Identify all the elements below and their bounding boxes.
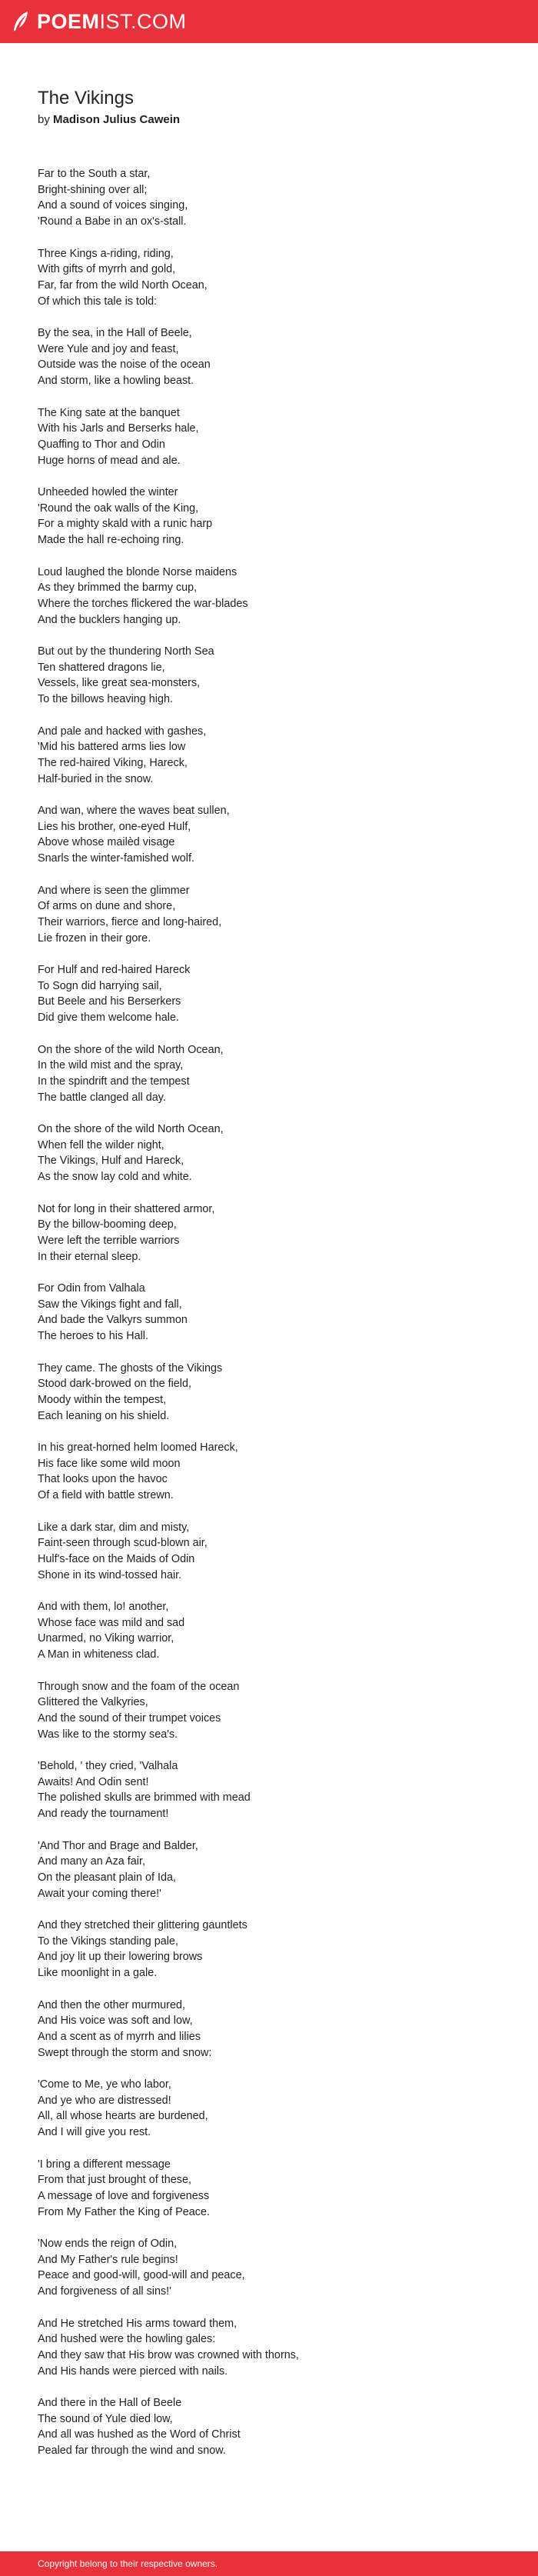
top-header-bar: [0, 0, 538, 43]
poem-line: And His hands were pierced with nails.: [38, 2364, 228, 2378]
poem-title: The Vikings: [38, 88, 134, 108]
poem-body: [38, 166, 506, 2475]
poem-line: To Sogn did harrying sail,: [38, 979, 162, 992]
poem-line: And hushed were the howling gales:: [38, 2333, 216, 2346]
poem-line: And all was hushed as the Word of Christ: [38, 2428, 241, 2441]
poem-line: Snarls the winter-famished wolf.: [38, 852, 194, 865]
poem-line: All, all whose hearts are burdened,: [38, 2110, 208, 2123]
poem-line: With gifts of myrrh and gold,: [38, 263, 176, 276]
poem-line: Were left the terrible warriors: [38, 1234, 180, 1247]
poem-line: And wan, where the waves beat sullen,: [38, 805, 230, 817]
poem-line: But Beele and his Berserkers: [38, 995, 181, 1008]
poem-line: For a mighty skald with a runic harp: [38, 518, 213, 531]
poem-line: Huge horns of mead and ale.: [38, 454, 181, 467]
stanza: [38, 1679, 506, 1743]
logo-text-bold: POEM: [37, 9, 100, 33]
poem-line: Bright-shining over all;: [38, 183, 148, 196]
poem-line: Moody within the tempest,: [38, 1393, 167, 1406]
poem-line: The Vikings, Hulf and Hareck,: [38, 1155, 184, 1168]
poem-line: Three Kings a-riding, riding,: [38, 247, 174, 260]
poem-line: Await your coming there!': [38, 1887, 161, 1900]
stanza: [38, 1599, 506, 1663]
stanza: [38, 803, 506, 867]
stanza: [38, 246, 506, 310]
poem-line: On the pleasant plain of Ida,: [38, 1871, 177, 1884]
poem-line: Hulf's-face on the Maids of Odin: [38, 1552, 195, 1565]
poem-line: As they brimmed the barmy cup,: [38, 582, 198, 595]
stanza: [38, 724, 506, 788]
poem-line: And pale and hacked with gashes,: [38, 725, 207, 738]
stanza: [38, 1520, 506, 1584]
poem-line: And storm, like a howling beast.: [38, 375, 194, 388]
site-logo[interactable]: [11, 10, 187, 34]
poem-line: And a sound of voices singing,: [38, 199, 188, 212]
poem-line: A message of love and forgiveness: [38, 2189, 210, 2202]
footer-bar: [0, 2551, 538, 2576]
stanza: [38, 2236, 506, 2300]
poem-line: And His voice was soft and low,: [38, 2014, 193, 2028]
poem-line: For Hulf and red-haired Hareck: [38, 964, 191, 976]
poem-line: In their eternal sleep.: [38, 1250, 141, 1263]
poem-line: A Man in whiteness clad.: [38, 1648, 160, 1661]
poem-line: Outside was the noise of the ocean: [38, 358, 211, 372]
poem-line: The heroes to his Hall.: [38, 1330, 148, 1343]
poem-line: Was like to the stormy sea's.: [38, 1728, 178, 1741]
poem-line: Their warriors, fierce and long-haired,: [38, 915, 222, 928]
stanza: [38, 1918, 506, 1981]
stanza: [38, 1201, 506, 1265]
poem-line: From that just brought of these,: [38, 2174, 191, 2187]
poem-line: Faint-seen through scud-blown air,: [38, 1537, 208, 1550]
poem-line: Saw the Vikings fight and fall,: [38, 1298, 182, 1311]
poem-line: Like a dark star, dim and misty,: [38, 1521, 190, 1534]
poem-line: Peace and good-will, good-will and peace,: [38, 2269, 245, 2282]
poem-line: Vessels, like great sea-monsters,: [38, 677, 201, 690]
logo-text: [37, 10, 187, 34]
poem-line: Unarmed, no Viking warrior,: [38, 1632, 174, 1645]
byline-prefix: by: [38, 113, 50, 126]
poem-line: And My Father's rule begins!: [38, 2253, 178, 2266]
poem-line: Stood dark-browed on the field,: [38, 1378, 191, 1391]
poem-line: Far, far from the wild North Ocean,: [38, 278, 208, 292]
poem-line: And with them, lo! another,: [38, 1601, 169, 1613]
poem-line: 'Come to Me, ye who labor,: [38, 2078, 171, 2091]
poem-line: Half-buried in the snow.: [38, 772, 154, 785]
poem-line: In the spindrift and the tempest: [38, 1075, 190, 1088]
poem-line: Where the torches flickered the war-blades: [38, 597, 248, 610]
poem-line: 'Round a Babe in an ox's-stall.: [38, 215, 187, 228]
poem-line: And ye who are distressed!: [38, 2094, 171, 2107]
poem-line: Unheeded howled the winter: [38, 486, 178, 498]
poem-line: Were Yule and joy and feast,: [38, 342, 179, 355]
poem-line: Each leaning on his shield.: [38, 1409, 170, 1422]
poem-line: And the bucklers hanging up.: [38, 613, 181, 626]
poem-line: Did give them welcome hale.: [38, 1011, 179, 1025]
poem-line: Awaits! And Odin sent!: [38, 1775, 149, 1788]
poem-line: That looks upon the havoc: [38, 1473, 168, 1486]
poem-line: And there in the Hall of Beele: [38, 2397, 182, 2409]
stanza: [38, 2077, 506, 2141]
byline: [38, 112, 506, 128]
poem-line: And He stretched His arms toward them,: [38, 2317, 237, 2330]
stanza: [38, 2316, 506, 2380]
poem-line: Swept through the storm and snow:: [38, 2046, 212, 2059]
poem-line: His face like some wild moon: [38, 1457, 181, 1470]
stanza: [38, 644, 506, 708]
poem-line: Of a field with battle strewn.: [38, 1489, 174, 1502]
stanza: [38, 1281, 506, 1345]
poem-line: The red-haired Viking, Hareck,: [38, 756, 188, 769]
poem-line: And they saw that His brow was crowned with thorns,: [38, 2348, 299, 2361]
poem-line: 'I bring a different message: [38, 2158, 171, 2171]
stanza: [38, 2395, 506, 2459]
poem-line: 'Now ends the reign of Odin,: [38, 2238, 178, 2250]
stanza: [38, 1042, 506, 1106]
stanza: [38, 1440, 506, 1504]
stanza: [38, 1121, 506, 1185]
poem-line: In the wild mist and the spray,: [38, 1059, 184, 1072]
stanza: [38, 962, 506, 1026]
copyright-text: Copyright belong to their respective owners.: [38, 2558, 218, 2569]
poem-line: Not for long in their shattered armor,: [38, 1202, 215, 1215]
stanza: [38, 2157, 506, 2221]
poem-line: And I will give you rest.: [38, 2126, 151, 2139]
stanza: [38, 405, 506, 469]
poem-line: And the sound of their trumpet voices: [38, 1711, 221, 1725]
poem-line: And forgiveness of all sins!': [38, 2285, 171, 2298]
poem-line: By the billow-booming deep,: [38, 1218, 177, 1231]
poem-line: On the shore of the wild North Ocean,: [38, 1043, 224, 1056]
stanza: [38, 883, 506, 947]
poem-line: Whose face was mild and sad: [38, 1616, 185, 1629]
poem-line: And bade the Valkyrs summon: [38, 1314, 188, 1327]
stanza: [38, 166, 506, 230]
poem-line: And ready the tournament!: [38, 1808, 169, 1821]
stanza: [38, 1838, 506, 1902]
poem-line: 'And Thor and Brage and Balder,: [38, 1839, 198, 1852]
poem-line: From My Father the King of Peace.: [38, 2205, 210, 2218]
poem-line: To the Vikings standing pale,: [38, 1934, 178, 1948]
poem-line: And joy lit up their lowering brows: [38, 1951, 203, 1964]
poem-line: Glittered the Valkyries,: [38, 1696, 148, 1709]
poem-line: Loud laughed the blonde Norse maidens: [38, 565, 237, 578]
poem-line: On the shore of the wild North Ocean,: [38, 1123, 224, 1135]
poem-line: Shone in its wind-tossed hair.: [38, 1568, 182, 1581]
poem-line: Ten shattered dragons lie,: [38, 661, 165, 674]
poem-line: Pealed far through the wind and snow.: [38, 2444, 226, 2458]
poem-line: They came. The ghosts of the Vikings: [38, 1361, 223, 1375]
poem-line: Lie frozen in their gore.: [38, 931, 151, 945]
poem-line: 'Mid his battered arms lies low: [38, 741, 186, 754]
stanza: [38, 565, 506, 628]
poem-line: When fell the wilder night,: [38, 1138, 164, 1151]
poem-line: Above whose mailèd visage: [38, 836, 175, 849]
poem-line: For Odin from Valhala: [38, 1282, 145, 1295]
poem-line: With his Jarls and Berserks hale,: [38, 422, 199, 435]
poem-line: The battle clanged all day.: [38, 1091, 166, 1104]
poem-line: Lies his brother, one-eyed Hulf,: [38, 820, 191, 833]
stanza: [38, 325, 506, 389]
poem-line: And a scent as of myrrh and lilies: [38, 2030, 201, 2043]
poem-line: Of which this tale is told:: [38, 295, 158, 308]
poem-line: And they stretched their glittering gauntlets: [38, 1919, 247, 1931]
poem-line: The polished skulls are brimmed with mead: [38, 1791, 251, 1805]
author-link[interactable]: Madison Julius Cawein: [53, 113, 181, 126]
poem-line: To the billows heaving high.: [38, 693, 173, 706]
stanza: [38, 485, 506, 548]
stanza: [38, 1998, 506, 2061]
stanza: [38, 1758, 506, 1822]
poem-line: Through snow and the foam of the ocean: [38, 1680, 240, 1693]
poem-line: By the sea, in the Hall of Beele,: [38, 327, 192, 339]
poem-line: 'Round the oak walls of the King,: [38, 502, 199, 515]
poem-line: As the snow lay cold and white.: [38, 1171, 192, 1184]
poem-line: Quaffing to Thor and Odin: [38, 438, 165, 451]
poem-line: The sound of Yule died low,: [38, 2412, 173, 2425]
poem-line: The King sate at the banquet: [38, 406, 180, 419]
poem-line: In his great-horned helm loomed Hareck,: [38, 1441, 238, 1454]
logo-text-light: IST.COM: [99, 9, 187, 33]
poem-line: And many an Aza fair,: [38, 1855, 145, 1868]
poem-heading: [38, 87, 506, 128]
quill-pen-icon: [11, 10, 31, 33]
poem-line: Far to the South a star,: [38, 168, 151, 180]
poem-line: Like moonlight in a gale.: [38, 1967, 158, 1980]
poem-line: And where is seen the glimmer: [38, 884, 190, 897]
poem-line: Of arms on dune and shore,: [38, 900, 176, 913]
stanza: [38, 1361, 506, 1425]
poem-line: 'Behold, ' they cried, 'Valhala: [38, 1760, 178, 1772]
poem-line: And then the other murmured,: [38, 1998, 185, 2011]
poem-line: But out by the thundering North Sea: [38, 645, 214, 658]
poem-line: Made the hall re-echoing ring.: [38, 534, 184, 547]
